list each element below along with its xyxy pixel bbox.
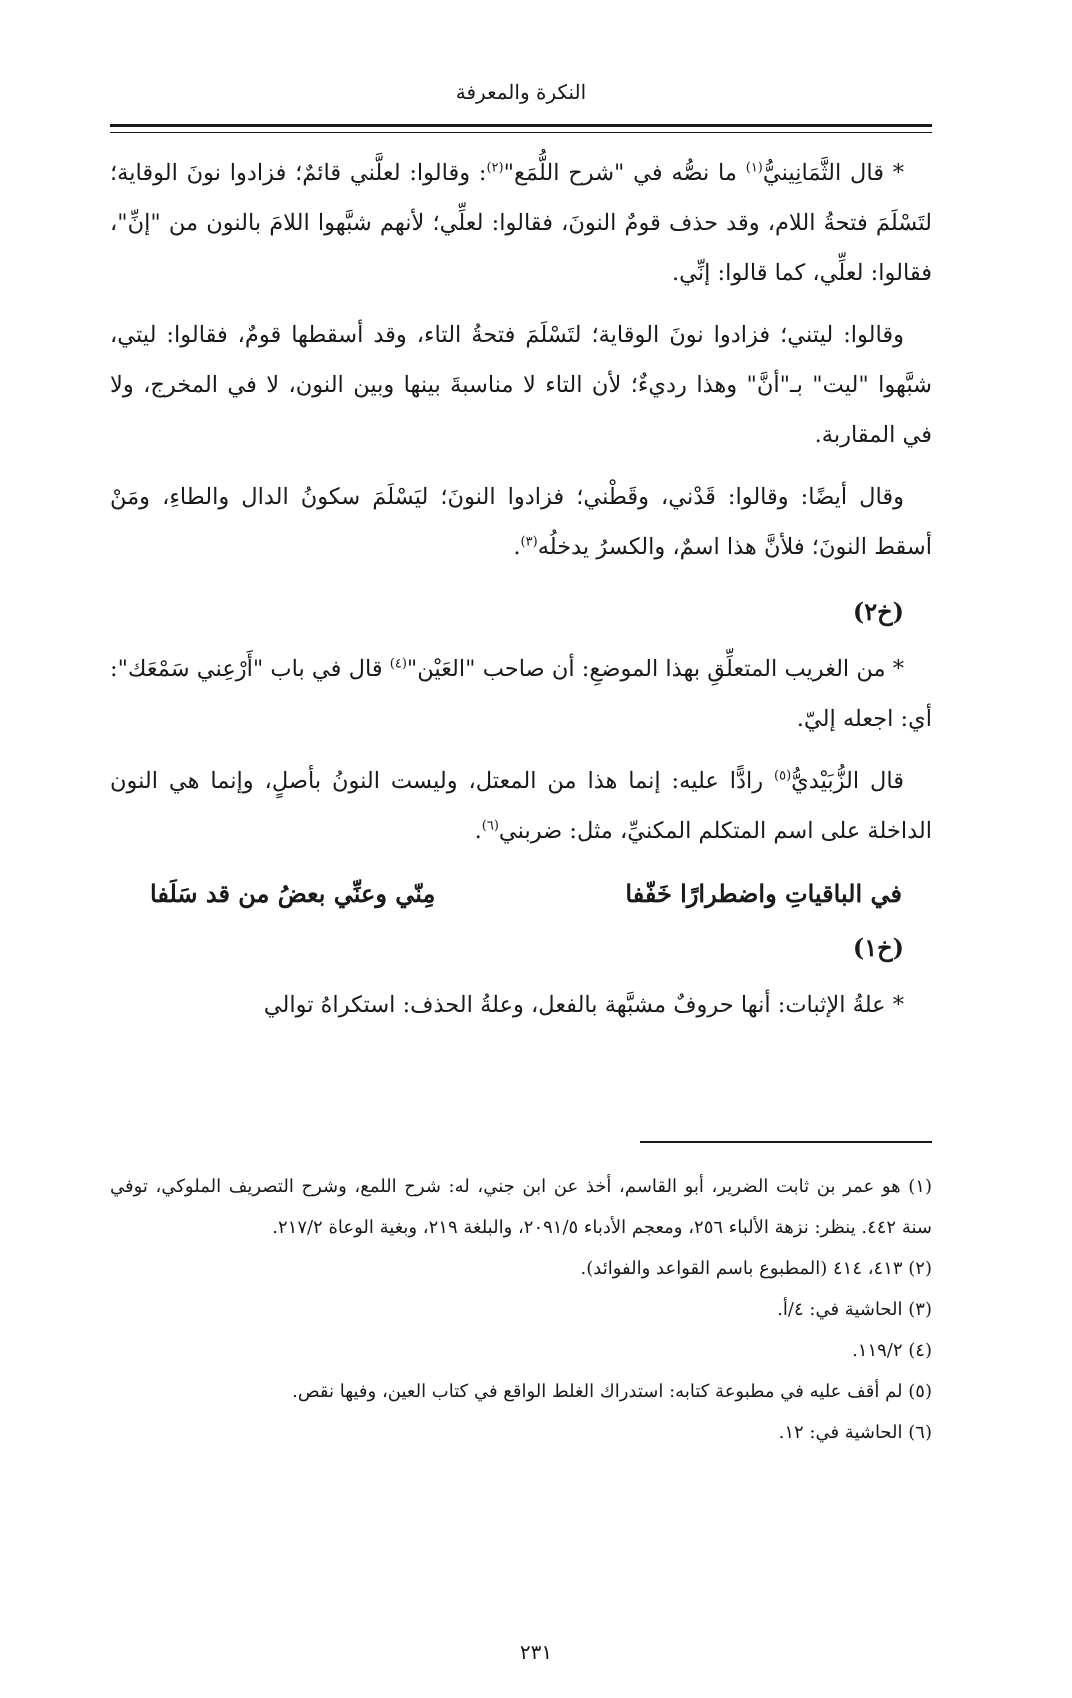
header-rule-thin [110,132,932,133]
poetry-verse [110,868,932,920]
page-number: ٢٣١ [519,1640,553,1664]
footnote-3: (٣) الحاشية في: ٤/أ. [777,1299,932,1320]
marginal-note-marker-1: (خ١) [852,933,904,962]
paragraph-text: * قال الثَّمَانِينيُّ [762,160,904,186]
footnote-ref-3: (٣) [520,534,538,550]
paragraph-text: قال الزُّبَيْديُّ [791,768,904,794]
main-text [110,148,932,1042]
paragraph-illa [110,980,932,1030]
paragraph-zubaydi [110,756,932,856]
footnote-ref-4: (٤) [389,656,407,672]
paragraph-ayn [110,644,932,744]
paragraph-text: . [474,818,482,844]
marginal-note-marker-2: (خ٢) [852,597,904,626]
footnote-4: (٤) ١١٩/٢. [852,1340,932,1361]
footnote-ref-6: (٦) [481,818,499,834]
paragraph-text: وقال أيضًا: وقالوا: قَدْني، وقَطْني؛ فزادوا النونَ؛ ليَسْلَمَ سكونُ الدال والطاءِ، ومَنْ أسقط النونَ؛ فلأنَّ هذا اسمٌ، والكسرُ يدخلُه [110,484,932,560]
paragraph-text: وقالوا: ليتني؛ فزادوا نونَ الوقاية؛ لتَسْلَمَ فتحةُ التاء، وقد أسقطها قومٌ، فقالوا: ليتي، شبَّهوا "ليت" بـ"أنَّ" وهذا رديءٌ؛ لأن التاء لا مناسبةَ بينها وبين النون، لا في المخرج، ولا في المقاربة. [110,322,932,448]
paragraph-text: : وقالوا: لعلَّني قائمٌ؛ فزادوا نونَ الوقاية؛ لتَسْلَمَ فتحةُ اللام، وقد حذف قومٌ النونَ، فقالوا: لعلِّي؛ لأنهم شبَّهوا اللامَ بالنون من "إنِّ"، فقالوا: لعلِّي، كما قالوا: إنِّي. [110,160,932,286]
paragraph-text: * من الغريب المتعلِّقِ بهذا الموضعِ: أن صاحب "العَيْن" [406,656,904,682]
footnote-ref-5: (٥) [774,768,792,784]
footnote-separator [640,1141,932,1143]
paragraph-text: * علةُ الإثبات: أنها حروفٌ مشبَّهة بالفعل، وعلةُ الحذف: استكراهُ توالي [263,992,904,1018]
paragraph-text: رادًّا عليه: إنما هذا من المعتل، وليست النونُ بأصلٍ، وإنما هي النون الداخلة على اسم المتكلم المكنيِّ، مثل: ضربني [110,768,932,844]
paragraph-qadni [110,472,932,572]
verse-first-hemistich: في الباقياتِ واضطرارًا خَفّفا [625,879,902,908]
footnote-2: (٢) ٤١٣، ٤١٤ (المطبوع باسم القواعد والفوائد). [580,1258,932,1279]
paragraph-thamanini [110,148,932,298]
verse-second-hemistich: مِنّي وعنِّي بعضُ من قد سَلَفا [150,879,436,908]
footnote-1: (١) هو عمر بن ثابت الضرير، أبو القاسم، أخذ عن ابن جني، له: شرح اللمع، وشرح التصريف الملوكي، توفي سنة ٤٤٢. ينظر: نزهة الألباء ٢٥٦، ومعجم الأدباء ٢٠٩١/٥، والبلغة ٢١٩، وبغية الوعاة ٢١٧/٢. [110,1176,932,1238]
footnote-5: (٥) لم أقف عليه في مطبوعة كتابه: استدراك الغلط الواقع في كتاب العين، وفيها نقص. [292,1381,932,1402]
footnote-ref-1: (١) [745,160,763,176]
paragraph-text: قال في باب "أَرْعِني سَمْعَك": أي: اجعله إليّ. [110,656,932,732]
paragraph-laytani [110,310,932,460]
paragraph-text: . [513,534,521,560]
footnote-6: (٦) الحاشية في: ١٢. [778,1422,932,1443]
header-rule-thick [110,124,932,127]
footnotes [110,1166,932,1453]
paragraph-text: ما نصُّه في "شرح اللُّمَع" [503,160,746,186]
footnote-ref-2: (٢) [486,160,504,176]
running-title: النكرة والمعرفة [455,80,587,104]
